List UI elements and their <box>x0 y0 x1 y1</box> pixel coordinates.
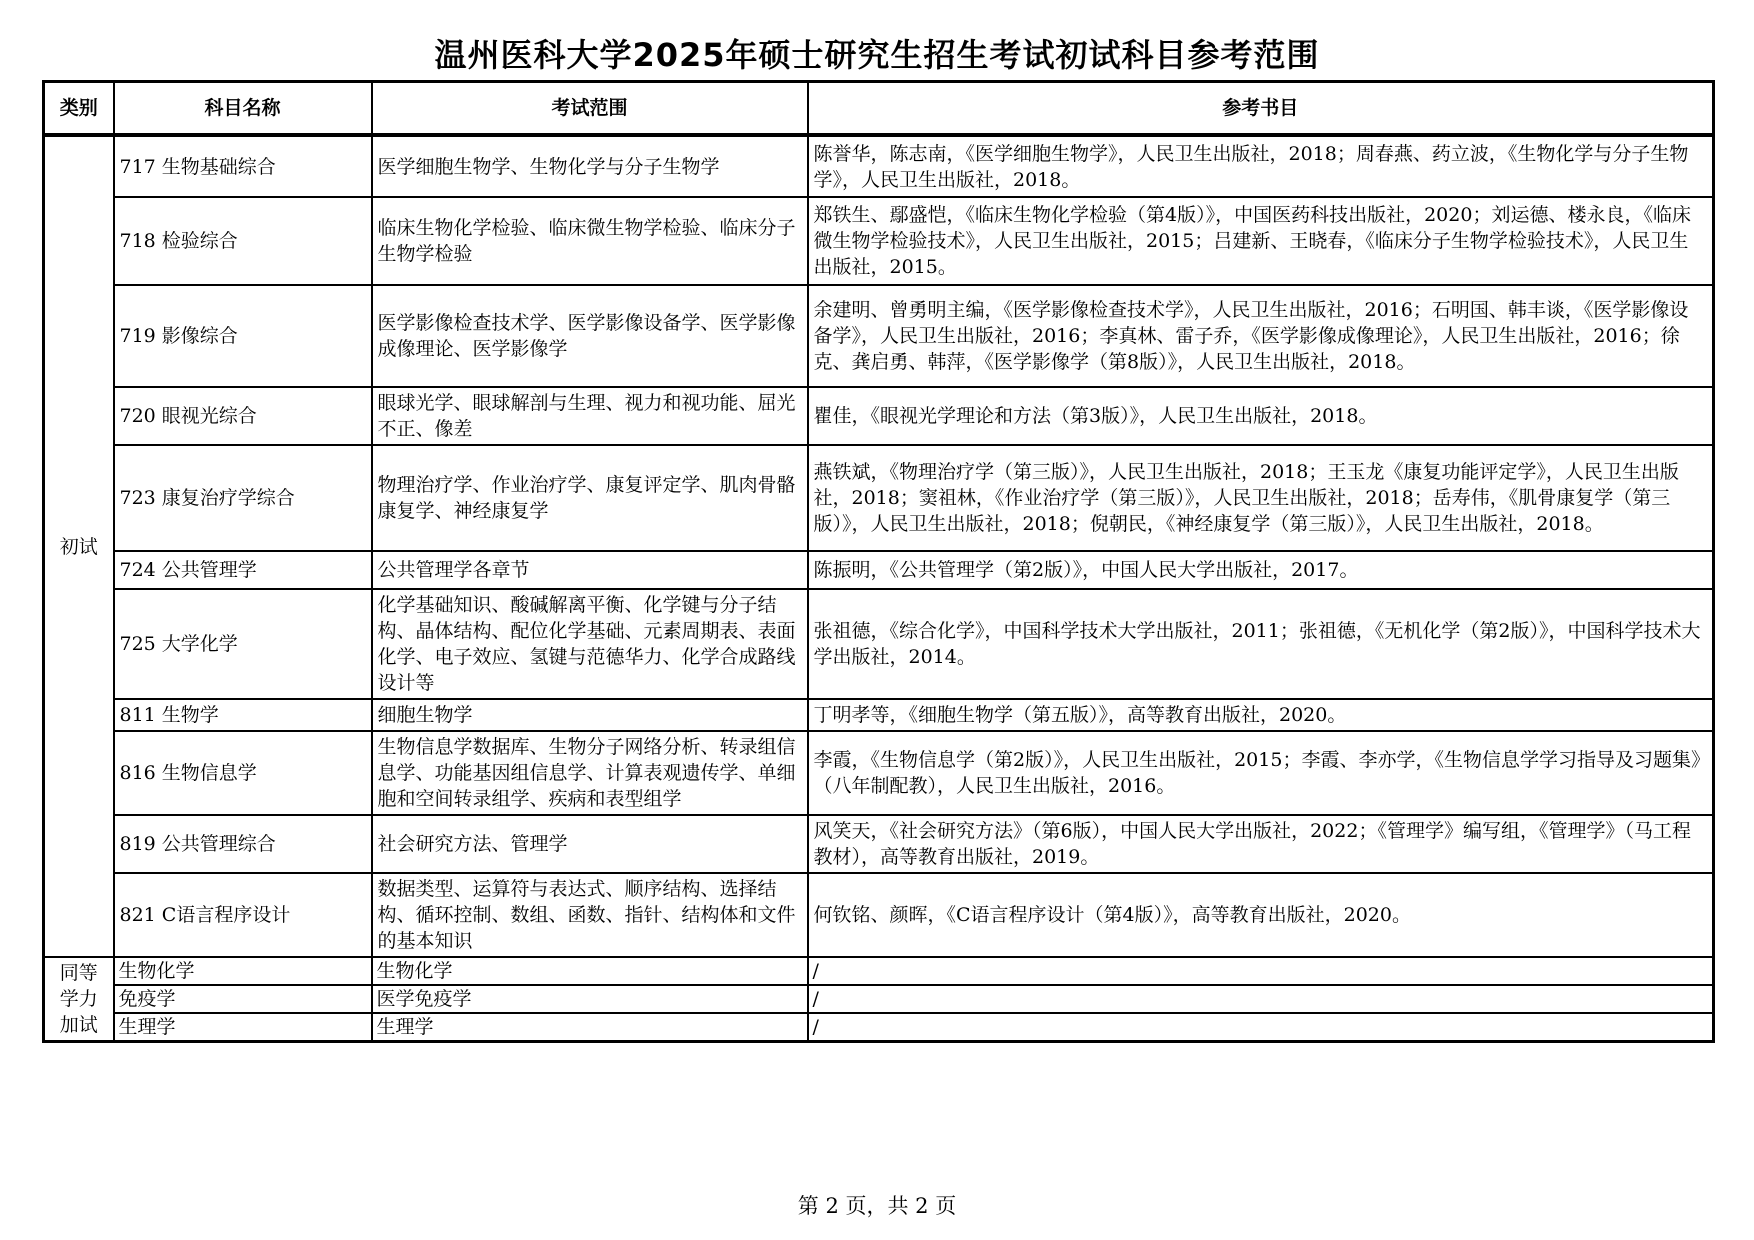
scope-cell: 数据类型、运算符与表达式、顺序结构、选择结构、循环控制、数组、函数、指针、结构体和文件的基本知识 <box>372 873 808 957</box>
table-row <box>44 589 1714 699</box>
header-subject: 科目名称 <box>114 82 372 136</box>
scope-cell: 化学基础知识、酸碱解离平衡、化学键与分子结构、晶体结构、配位化学基础、元素周期表、表面化学、电子效应、氢键与范德华力、化学合成路线设计等 <box>372 589 808 699</box>
subject-cell: 819 公共管理综合 <box>114 815 372 873</box>
subject-cell: 生物化学 <box>114 957 372 985</box>
scope-cell: 临床生物化学检验、临床微生物学检验、临床分子生物学检验 <box>372 197 808 285</box>
scope-cell: 医学免疫学 <box>372 985 808 1013</box>
scope-cell: 眼球光学、眼球解剖与生理、视力和视功能、屈光不正、像差 <box>372 387 808 445</box>
subject-cell: 811 生物学 <box>114 699 372 731</box>
scope-cell: 公共管理学各章节 <box>372 551 808 589</box>
scope-cell: 细胞生物学 <box>372 699 808 731</box>
subject-cell: 821 C语言程序设计 <box>114 873 372 957</box>
table-row <box>44 873 1714 957</box>
scope-cell: 社会研究方法、管理学 <box>372 815 808 873</box>
table-row <box>44 445 1714 551</box>
subject-cell: 免疫学 <box>114 985 372 1013</box>
page-footer: 第 2 页，共 2 页 <box>797 1194 957 1218</box>
subject-cell: 718 检验综合 <box>114 197 372 285</box>
books-cell: 李霞，《生物信息学（第2版）》，人民卫生出版社，2015；李霞、李亦学，《生物信息学学习指导及习题集》（八年制配教），人民卫生出版社，2016。 <box>808 731 1714 815</box>
books-cell: 余建明、曾勇明主编，《医学影像检查技术学》，人民卫生出版社，2016；石明国、韩丰谈，《医学影像设备学》，人民卫生出版社，2016；李真林、雷子乔，《医学影像成像理论》，人民卫生出版社，2016；徐克、龚启勇、韩萍，《医学影像学（第8版）》，人民卫生出版社，2018。 <box>808 285 1714 387</box>
scope-cell: 生物化学 <box>372 957 808 985</box>
subject-cell: 717 生物基础综合 <box>114 135 372 197</box>
scope-cell: 医学影像检查技术学、医学影像设备学、医学影像成像理论、医学影像学 <box>372 285 808 387</box>
page-title: 温州医科大学2025年硕士研究生招生考试初试科目参考范围 <box>434 36 1320 74</box>
subjects-table <box>42 80 1715 1043</box>
table-row <box>44 387 1714 445</box>
header-category: 类别 <box>44 82 114 136</box>
books-cell: / <box>808 957 1714 985</box>
subject-cell: 719 影像综合 <box>114 285 372 387</box>
books-cell: 丁明孝等，《细胞生物学（第五版）》，高等教育出版社，2020。 <box>808 699 1714 731</box>
books-cell: 郑铁生、鄢盛恺，《临床生物化学检验（第4版）》，中国医药科技出版社，2020；刘运德、楼永良，《临床微生物学检验技术》，人民卫生出版社，2015；吕建新、王晓春，《临床分子生物学检验技术》，人民卫生出版社，2015。 <box>808 197 1714 285</box>
table-row <box>44 957 1714 985</box>
books-cell: 陈振明，《公共管理学（第2版）》，中国人民大学出版社，2017。 <box>808 551 1714 589</box>
table-row <box>44 985 1714 1013</box>
table-row <box>44 197 1714 285</box>
table-row <box>44 1013 1714 1041</box>
header-books: 参考书目 <box>808 82 1714 136</box>
category-cell: 同等学力加试 <box>44 957 114 1042</box>
subject-cell: 723 康复治疗学综合 <box>114 445 372 551</box>
subject-cell: 816 生物信息学 <box>114 731 372 815</box>
table-row <box>44 551 1714 589</box>
books-cell: / <box>808 1013 1714 1041</box>
books-cell: 何钦铭、颜晖，《C语言程序设计（第4版）》，高等教育出版社，2020。 <box>808 873 1714 957</box>
header-scope: 考试范围 <box>372 82 808 136</box>
scope-cell: 生物信息学数据库、生物分子网络分析、转录组信息学、功能基因组信息学、计算表观遗传学、单细胞和空间转录组学、疾病和表型组学 <box>372 731 808 815</box>
table-row <box>44 135 1714 197</box>
scope-cell: 生理学 <box>372 1013 808 1041</box>
table-header-row <box>44 82 1714 136</box>
subject-cell: 725 大学化学 <box>114 589 372 699</box>
books-cell: 风笑天，《社会研究方法》（第6版），中国人民大学出版社，2022；《管理学》编写组，《管理学》（马工程教材），高等教育出版社，2019。 <box>808 815 1714 873</box>
category-cell: 初试 <box>44 135 114 957</box>
scope-cell: 医学细胞生物学、生物化学与分子生物学 <box>372 135 808 197</box>
subject-cell: 724 公共管理学 <box>114 551 372 589</box>
books-cell: 瞿佳，《眼视光学理论和方法（第3版）》，人民卫生出版社，2018。 <box>808 387 1714 445</box>
books-cell: 陈誉华，陈志南，《医学细胞生物学》，人民卫生出版社，2018；周春燕、药立波，《生物化学与分子生物学》，人民卫生出版社，2018。 <box>808 135 1714 197</box>
books-cell: 燕铁斌，《物理治疗学（第三版）》，人民卫生出版社，2018；王玉龙《康复功能评定学》，人民卫生出版社，2018；窦祖林，《作业治疗学（第三版）》，人民卫生出版社，2018；岳寿伟，《肌骨康复学（第三版）》，人民卫生出版社，2018；倪朝民，《神经康复学（第三版）》，人民卫生出版社，2018。 <box>808 445 1714 551</box>
books-cell: / <box>808 985 1714 1013</box>
scope-cell: 物理治疗学、作业治疗学、康复评定学、肌肉骨骼康复学、神经康复学 <box>372 445 808 551</box>
subject-cell: 生理学 <box>114 1013 372 1041</box>
subject-cell: 720 眼视光综合 <box>114 387 372 445</box>
table-row <box>44 815 1714 873</box>
table-row <box>44 731 1714 815</box>
table-row <box>44 699 1714 731</box>
table-row <box>44 285 1714 387</box>
books-cell: 张祖德，《综合化学》，中国科学技术大学出版社，2011；张祖德，《无机化学（第2版）》，中国科学技术大学出版社，2014。 <box>808 589 1714 699</box>
